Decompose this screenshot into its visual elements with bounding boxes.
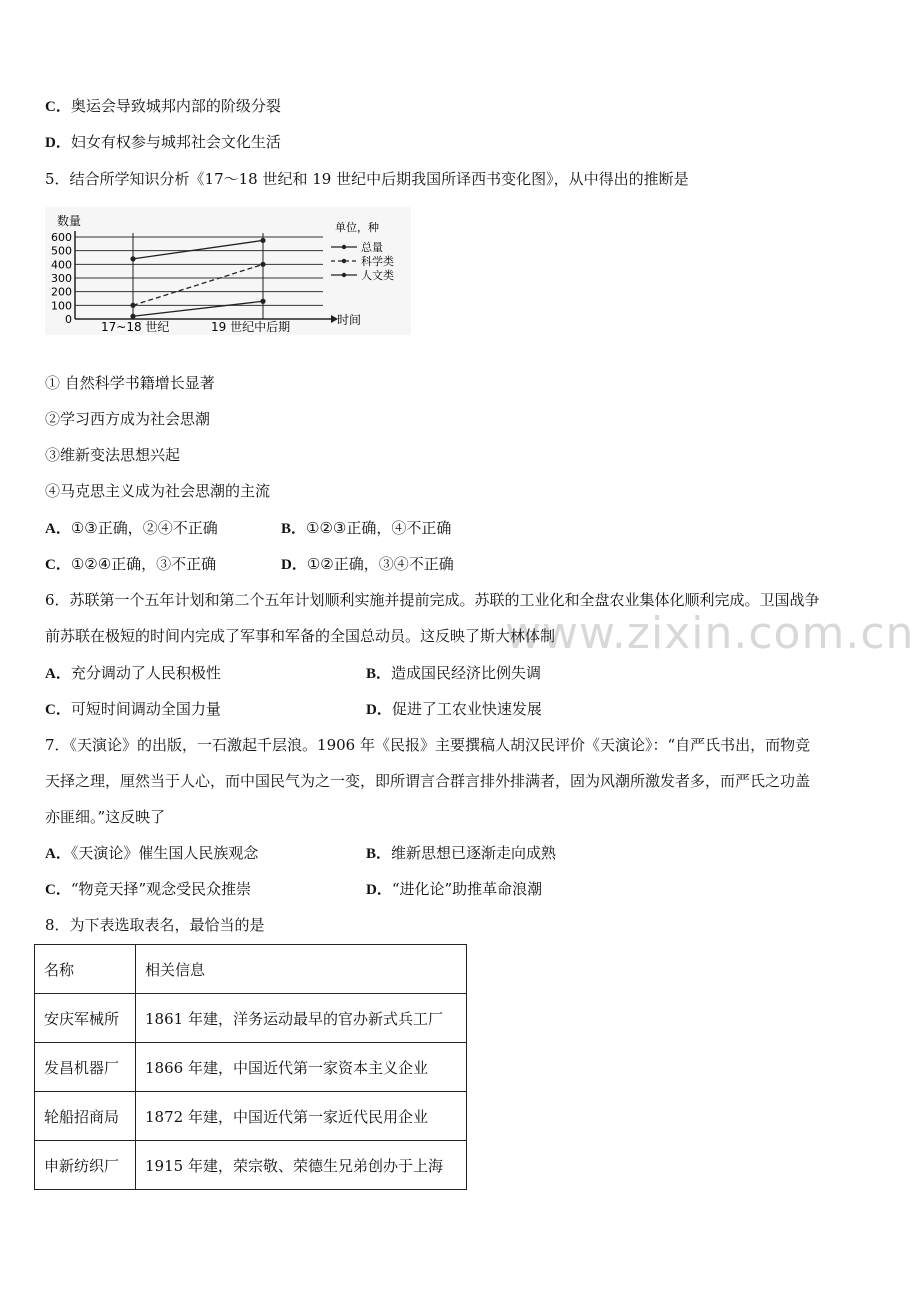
table-cell: 申新纺织厂 [35, 1141, 136, 1190]
table-header-row [35, 945, 467, 994]
option-label: D． [281, 557, 307, 573]
option-text: ①③正确，②④不正确 [70, 519, 218, 537]
table-cell: 1915 年建，荣宗敬、荣德生兄弟创办于上海 [136, 1141, 467, 1190]
q5-option-b[interactable] [281, 518, 451, 539]
legend-marker [342, 259, 346, 263]
q5-option-d[interactable] [281, 554, 454, 575]
q6-option-a[interactable] [45, 663, 221, 684]
q5-statement-2: ②学习西方成为社会思潮 [45, 410, 211, 428]
chart-data-point [260, 262, 265, 267]
chart-y-tick-label: 300 [51, 272, 72, 285]
q7-stem-line-2: 天择之理，厘然当于人心，而中国民气为之一变，即所谓言合群言排外排满者，固为风潮所激发者多，而严氏之功盖 [45, 772, 811, 790]
q6-option-c[interactable] [45, 699, 221, 720]
table-cell: 1872 年建，中国近代第一家近代民用企业 [136, 1092, 467, 1141]
q8-info-table [34, 944, 467, 1190]
chart-x-category: 17~18 世纪 [101, 320, 170, 334]
option-text: “进化论”助推革命浪潮 [391, 880, 543, 898]
legend-label: 人文类 [361, 269, 394, 282]
option-label: D． [45, 135, 71, 151]
q5-statement-3: ③维新变法思想兴起 [45, 446, 181, 464]
option-text: 可短时间调动全国力量 [70, 700, 221, 718]
option-text: “物竞天择”观念受民众推崇 [70, 880, 252, 898]
q8-stem: 8．为下表选取表名，最恰当的是 [45, 916, 265, 934]
legend-label: 科学类 [361, 255, 394, 268]
table-row [35, 1141, 467, 1190]
chart-data-point [130, 314, 135, 319]
q4-option-d[interactable] [45, 132, 281, 153]
chart-x-category: 19 世纪中后期 [211, 320, 291, 334]
table-header-cell: 相关信息 [136, 945, 467, 994]
option-text: ①②④正确，③不正确 [70, 555, 217, 573]
chart-y-tick-label: 500 [51, 244, 72, 258]
q7-option-d[interactable] [366, 879, 542, 900]
option-label: D． [366, 882, 392, 898]
chart-y-ticks [51, 231, 72, 326]
watermark: www.zixin.com.cn [505, 608, 915, 659]
q5-option-a[interactable] [45, 518, 218, 539]
legend-marker [342, 245, 346, 249]
chart-svg [45, 207, 411, 335]
q6-option-b[interactable] [366, 663, 541, 684]
q6-stem-line-2: 前苏联在极短的时间内完成了军事和军备的全国总动员。这反映了斯大林体制 [45, 627, 556, 645]
option-text: 《天演论》催生国人民族观念 [70, 844, 259, 862]
table-cell: 安庆军械所 [35, 994, 136, 1043]
option-label: B． [366, 846, 392, 862]
q6-option-d[interactable] [366, 699, 542, 720]
chart-y-tick-label: 400 [51, 258, 72, 272]
q7-stem-line-3: 亦匪细。”这反映了 [45, 808, 166, 826]
q7-option-c[interactable] [45, 879, 251, 900]
chart-data-point [260, 238, 265, 243]
q7-option-b[interactable] [366, 843, 556, 864]
table-row [35, 1092, 467, 1141]
chart-x-label: 时间 [337, 313, 362, 327]
q5-statement-4: ④马克思主义成为社会思潮的主流 [45, 482, 271, 500]
table-cell: 发昌机器厂 [35, 1043, 136, 1092]
table-cell: 1866 年建，中国近代第一家资本主义企业 [136, 1043, 467, 1092]
chart-y-tick-label: 100 [51, 299, 72, 313]
q4-option-c[interactable] [45, 96, 281, 117]
option-label: A． [45, 521, 71, 537]
q5-option-c[interactable] [45, 554, 216, 575]
table-row [35, 1043, 467, 1092]
option-label: C． [45, 702, 71, 718]
chart-unit-note: 单位，种 [335, 221, 379, 234]
chart-data-point [260, 299, 265, 304]
table-cell: 轮船招商局 [35, 1092, 136, 1141]
option-label: B． [281, 521, 307, 537]
option-text: 造成国民经济比例失调 [391, 664, 542, 682]
option-text: 促进了工农业快速发展 [391, 700, 542, 718]
chart-y-label: 数量 [57, 214, 82, 228]
option-label: B． [366, 666, 392, 682]
option-label: C． [45, 882, 71, 898]
option-text: 奥运会导致城邦内部的阶级分裂 [70, 97, 281, 115]
chart-y-tick-label: 600 [51, 231, 72, 244]
option-label: A． [45, 846, 71, 862]
option-text: 充分调动了人民积极性 [70, 664, 221, 682]
q5-stem: 5．结合所学知识分析《17～18 世纪和 19 世纪中后期我国所译西书变化图》，从中得出的推断是 [45, 170, 689, 188]
q7-stem-line-1: 7．《天演论》的出版，一石激起千层浪。1906 年《民报》主要撰稿人胡汉民评价《天演论》：“自严氏书出，而物竞 [45, 736, 811, 754]
table-row [35, 994, 467, 1043]
chart-y-tick-label: 200 [51, 285, 72, 299]
table-cell: 1861 年建，洋务运动最早的官办新式兵工厂 [136, 994, 467, 1043]
q7-option-a[interactable] [45, 843, 258, 864]
legend-label: 总量 [361, 241, 383, 254]
chart-y-tick-label: 0 [65, 313, 72, 326]
q6-stem-line-1: 6．苏联第一个五年计划和第二个五年计划顺利实施并提前完成。苏联的工业化和全盘农业集体化顺利完成。卫国战争 [45, 591, 820, 609]
chart-data-point [130, 256, 135, 261]
option-text: ①②正确，③④不正确 [306, 555, 454, 573]
chart-data-point [130, 303, 135, 308]
table-header-cell: 名称 [35, 945, 136, 994]
option-text: 维新思想已逐渐走向成熟 [391, 844, 557, 862]
option-label: A． [45, 666, 71, 682]
q5-statement-1: ① 自然科学书籍增长显著 [45, 374, 215, 392]
legend-marker [342, 273, 346, 277]
translated-books-chart [45, 207, 411, 335]
option-label: D． [366, 702, 392, 718]
option-text: 妇女有权参与城邦社会文化生活 [70, 133, 281, 151]
option-text: ①②③正确，④不正确 [306, 519, 452, 537]
option-label: C． [45, 99, 71, 115]
option-label: C． [45, 557, 71, 573]
